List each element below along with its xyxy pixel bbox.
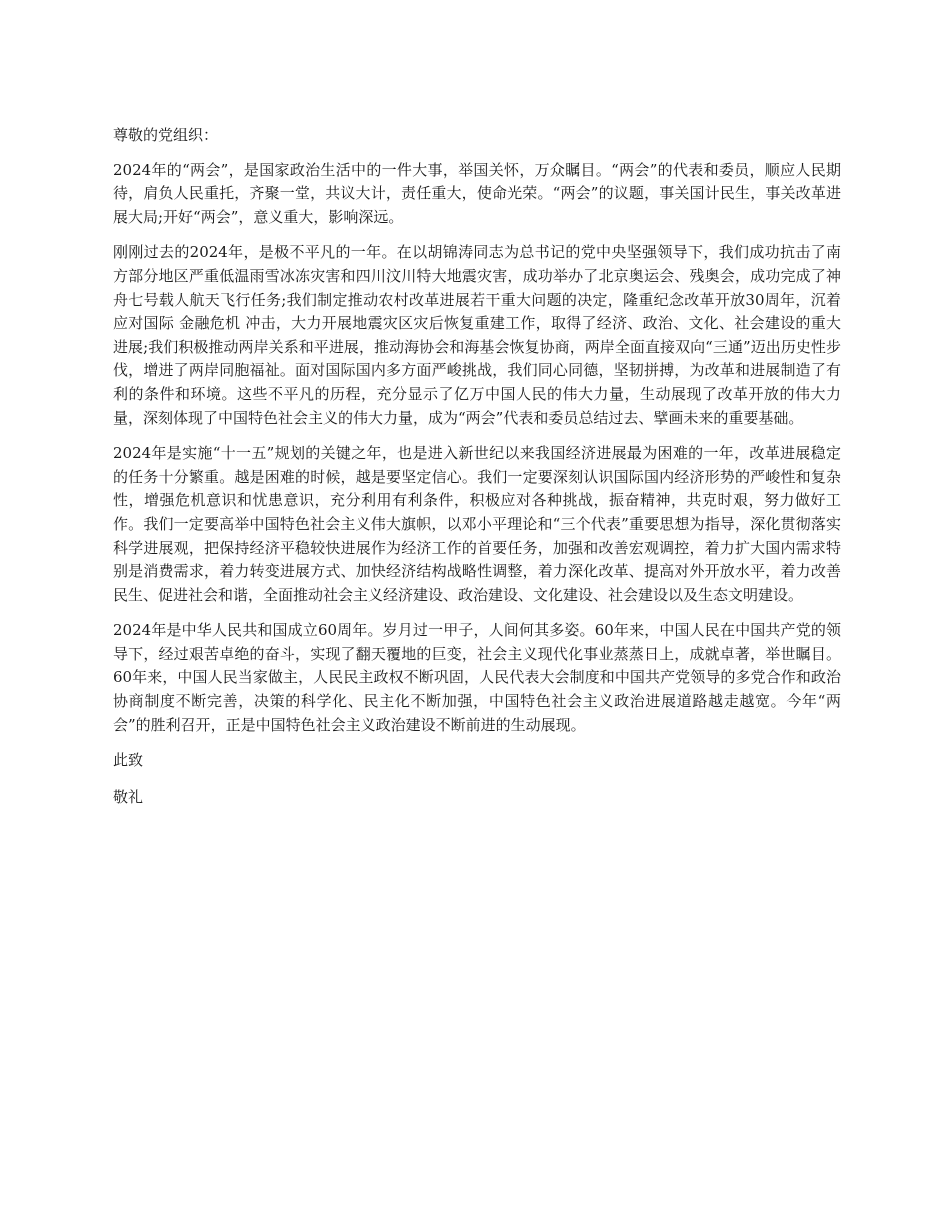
paragraph-4: 2024年是中华人民共和国成立60周年。岁月过一甲子，人间何其多姿。60年来，中国人民在中国共产党的领导下，经过艰苦卓绝的奋斗，实现了翻天覆地的巨变，社会主义现代化事业蒸蒸日上，成就卓著，举世瞩目。60年来，中国人民当家做主，人民民主政权不断巩固，人民代表大会制度和中国共产党领导的多党合作和政治协商制度不断完善，决策的科学化、民主化不断加强，中国特色社会主义政治进展道路越走越宽。今年“两会”的胜利召开，正是中国特色社会主义政治建设不断前进的生动展现。: [113, 621, 841, 734]
closing-jing-li: 敬礼: [113, 787, 144, 806]
paragraph-3: 2024年是实施“十一五”规划的关键之年，也是进入新世纪以来我国经济进展最为困难的一年，改革进展稳定的任务十分繁重。越是困难的时候，越是要坚定信心。我们一定要深刻认识国际国内经济形势的严峻性和复杂性，增强危机意识和忧患意识，充分利用有利条件，积极应对各种挑战，振奋精神，共克时艰，努力做好工作。我们一定要高举中国特色社会主义伟大旗帜，以邓小平理论和“三个代表”重要思想为指导，深化贯彻落实科学进展观，把保持经济平稳较快进展作为经济工作的首要任务，加强和改善宏观调控，着力扩大国内需求特别是消费需求，着力转变进展方式、加快经济结构战略性调整，着力深化改革、提高对外开放水平，着力改善民生、促进社会和谐，全面推动社会主义经济建设、政治建设、文化建设、社会建设以及生态文明建设。: [113, 444, 841, 604]
salutation: 尊敬的党组织：: [113, 126, 219, 144]
paragraph-1: 2024年的“两会”，是国家政治生活中的一件大事，举国关怀，万众瞩目。“两会”的代表和委员，顺应人民期待，肩负人民重托，齐聚一堂，共议大计，责任重大，使命光荣。“两会”的议题，事关国计民生，事关改革进展大局;开好“两会”，意义重大，影响深远。: [113, 160, 841, 226]
closing-ci-zhi: 此致: [113, 751, 144, 770]
letter-body: [113, 124, 841, 822]
paragraph-2: 刚刚过去的2024年，是极不平凡的一年。在以胡锦涛同志为总书记的党中央坚强领导下，我们成功抗击了南方部分地区严重低温雨雪冰冻灾害和四川汶川特大地震灾害，成功举办了北京奥运会、残奥会，成功完成了神舟七号载人航天飞行任务;我们制定推动农村改革进展若干重大问题的决定，隆重纪念改革开放30周年，沉着应对国际 金融危机 冲击，大力开展地震灾区灾后恢复重建工作，取得了经济、政治、文化、社会建设的重大进展;我们积极推动两岸关系和平进展，推动海协会和海基会恢复协商，两岸全面直接双向“三通”迈出历史性步伐，增进了两岸同胞福祉。面对国际国内多方面严峻挑战，我们同心同德，坚韧拼搏，为改革和进展制造了有利的条件和环境。这些不平凡的历程，充分显示了亿万中国人民的伟大力量，生动展现了改革开放的伟大力量，深刻体现了中国特色社会主义的伟大力量，成为“两会”代表和委员总结过去、擘画未来的重要基础。: [113, 243, 841, 427]
